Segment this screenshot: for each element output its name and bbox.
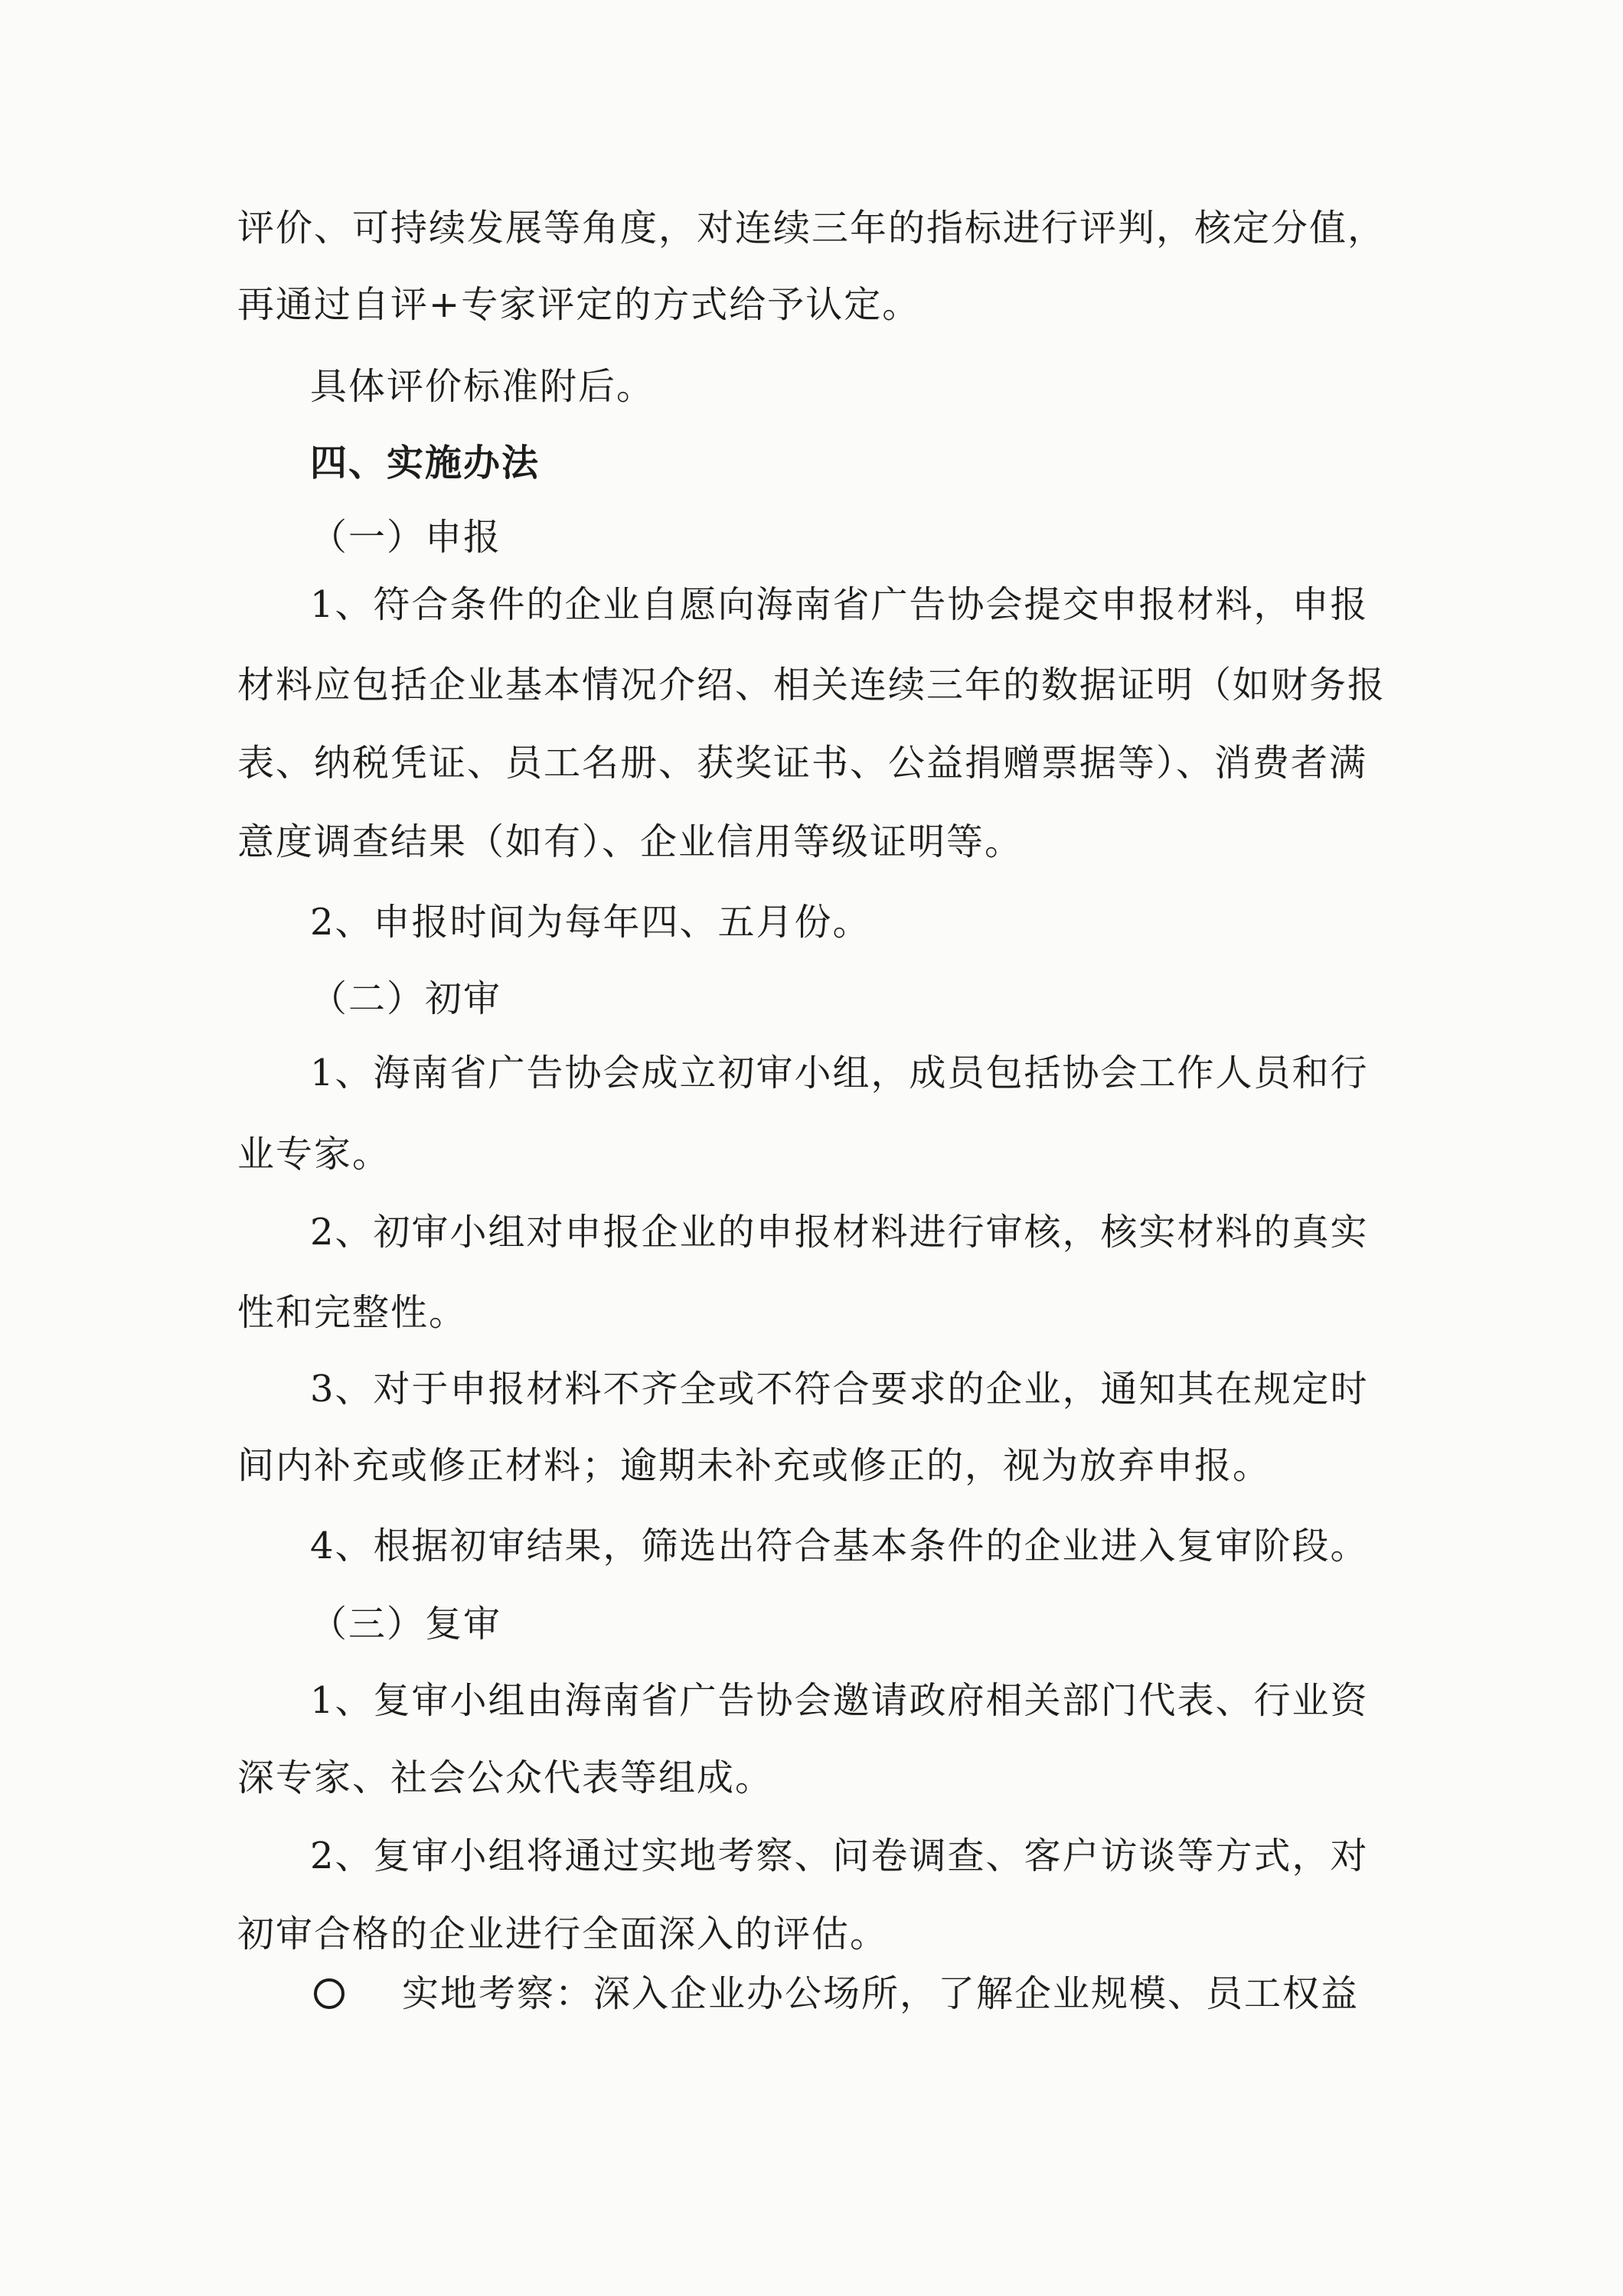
paragraph-line: 4、根据初审结果，筛选出符合基本条件的企业进入复审阶段。 [310, 1525, 1369, 1567]
subsection-heading: （二）初审 [310, 977, 502, 1020]
paragraph-line: 评价、可持续发展等角度，对连续三年的指标进行评判，核定分值， [237, 207, 1386, 249]
paragraph-line: 性和完整性。 [237, 1291, 468, 1334]
subsection-heading: （一）申报 [310, 516, 502, 559]
paragraph-line: 深专家、社会公众代表等组成。 [237, 1756, 774, 1799]
paragraph-line: 2、申报时间为每年四、五月份。 [310, 901, 871, 944]
paragraph-line: 1、符合条件的企业自愿向海南省广告协会提交申报材料，申报 [310, 583, 1369, 626]
paragraph-line: 具体评价标准附后。 [310, 365, 655, 408]
paragraph-line: 再通过自评+专家评定的方式给予认定。 [237, 283, 921, 326]
paragraph-line: 业专家。 [237, 1133, 391, 1176]
paragraph-line: 2、初审小组对申报企业的申报材料进行审核，核实材料的真实 [310, 1211, 1369, 1254]
paragraph-line: 表、纳税凭证、员工名册、获奖证书、公益捐赠票据等）、消费者满 [237, 742, 1368, 784]
paragraph-line: 材料应包括企业基本情况介绍、相关连续三年的数据证明（如财务报 [237, 664, 1386, 706]
paragraph-line: 3、对于申报材料不齐全或不符合要求的企业，通知其在规定时 [310, 1368, 1369, 1411]
paragraph-line: 实地考察：深入企业办公场所，了解企业规模、员工权益 [402, 1972, 1360, 2015]
subsection-heading: （三）复审 [310, 1603, 502, 1645]
paragraph-line: 2、复审小组将通过实地考察、问卷调查、客户访谈等方式，对 [310, 1835, 1369, 1877]
paragraph-line: 间内补充或修正材料；逾期未补充或修正的，视为放弃申报。 [237, 1444, 1272, 1487]
paragraph-line: 1、海南省广告协会成立初审小组，成员包括协会工作人员和行 [310, 1052, 1369, 1094]
paragraph-line: 意度调查结果（如有）、企业信用等级证明等。 [237, 820, 1024, 863]
section-heading: 四、实施办法 [310, 442, 540, 484]
paragraph-line: 1、复审小组由海南省广告协会邀请政府相关部门代表、行业资 [310, 1679, 1369, 1722]
circle-bullet-icon [314, 1978, 345, 2009]
paragraph-line: 初审合格的企业进行全面深入的评估。 [237, 1913, 889, 1955]
